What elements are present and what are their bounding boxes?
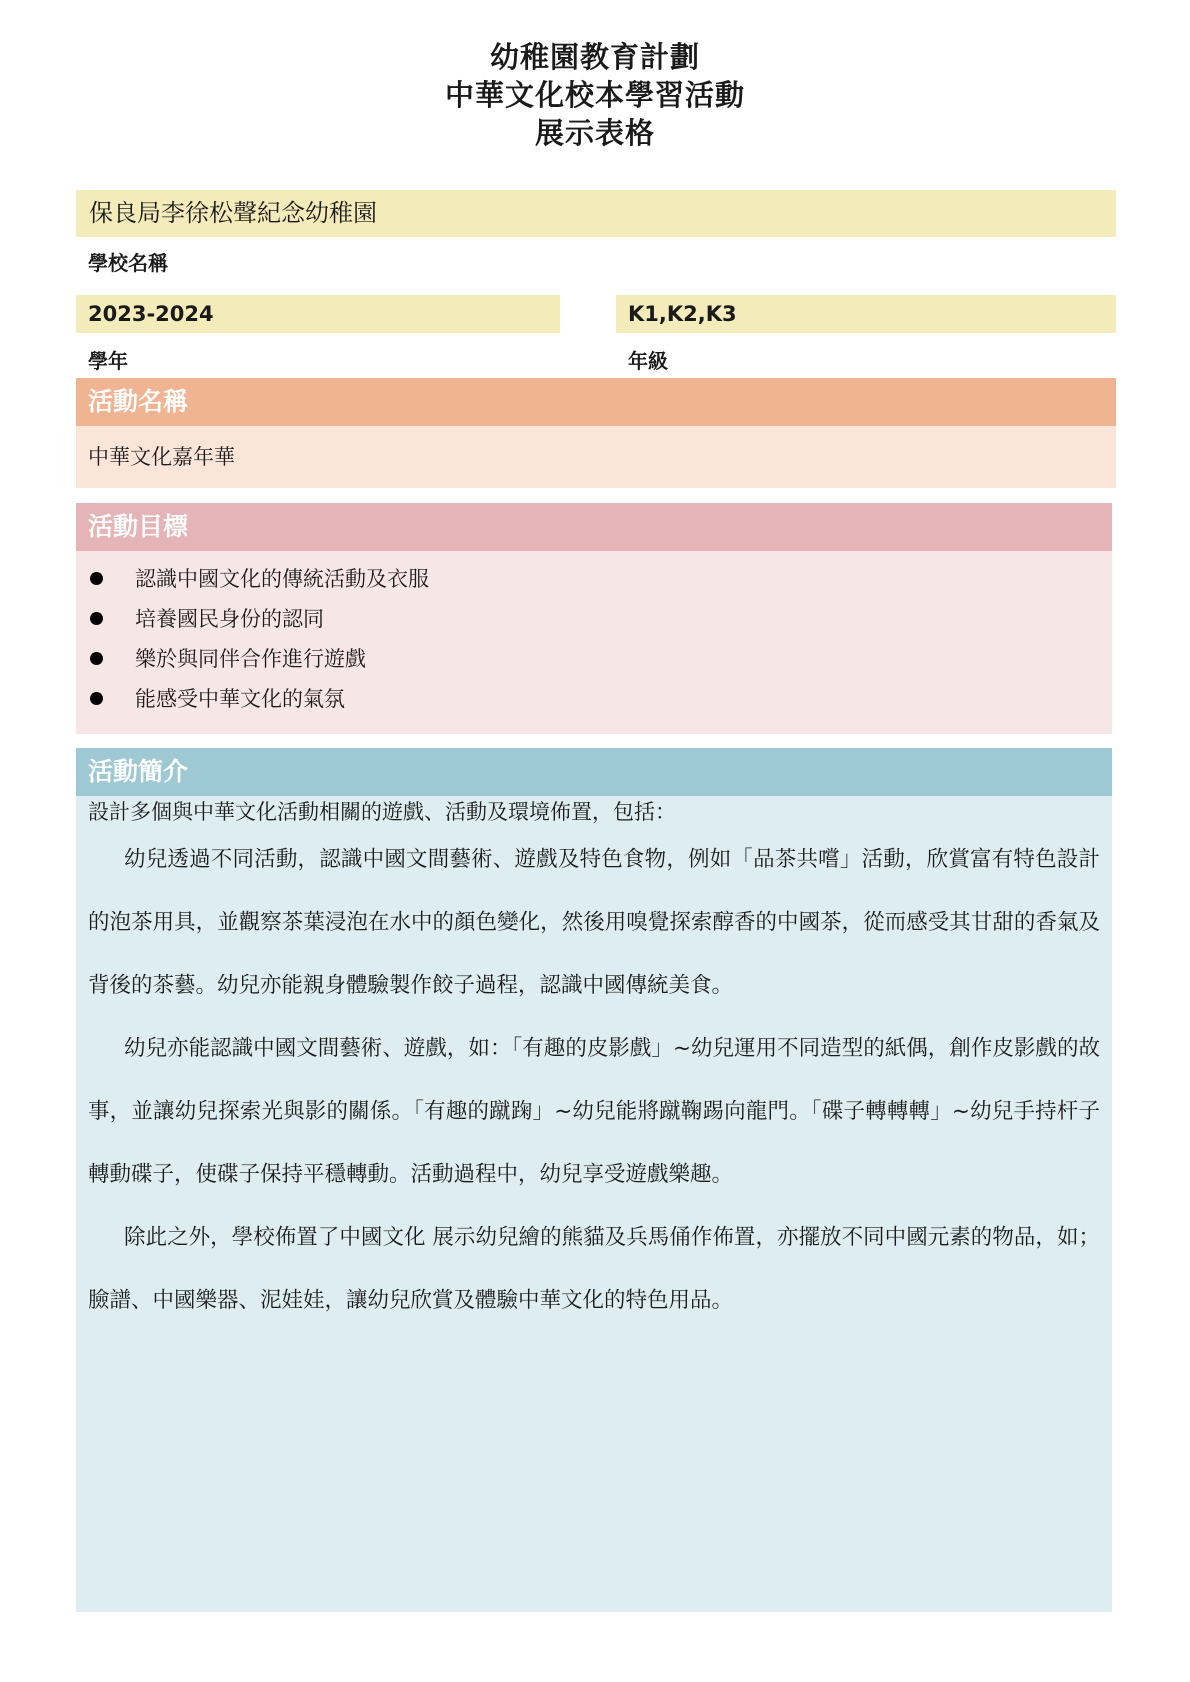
objective-text: 能感受中華文化的氣氛 bbox=[135, 687, 345, 711]
list-item bbox=[76, 679, 1112, 719]
activity-name-heading: 活動名稱 bbox=[76, 378, 1116, 426]
grade-field: K1,K2,K3 bbox=[616, 295, 1116, 333]
intro-paragraph: 幼兒亦能認識中國文間藝術、遊戲，如：「有趣的皮影戲」~幼兒運用不同造型的紙偶，創作皮影戲的故事，並讓幼兒探索光與影的關係。「有趣的蹴踘」~幼兒能將蹴鞠踢向龍門。「碟子轉轉轉」~幼兒手持杆子轉動碟子，使碟子保持平穩轉動。活動過程中，幼兒享受遊戲樂趣。 bbox=[88, 1036, 1100, 1187]
list-item bbox=[76, 639, 1112, 679]
bullet-icon bbox=[90, 572, 103, 585]
grade-label: 年級 bbox=[628, 349, 668, 373]
activity-name-value: 中華文化嘉年華 bbox=[76, 426, 1116, 488]
bullet-icon bbox=[90, 692, 103, 705]
title-line-1: 幼稚園教育計劃 bbox=[489, 40, 700, 74]
school-name-field: 保良局李徐松聲紀念幼稚園 bbox=[76, 190, 1116, 237]
objective-text: 認識中國文化的傳統活動及衣服 bbox=[135, 567, 429, 591]
document-title bbox=[0, 38, 1190, 152]
intro-paragraph: 除此之外，學校佈置了中國文化 展示幼兒繪的熊貓及兵馬俑作佈置，亦擺放不同中國元素的物品，如；臉譜、中國樂器、泥娃娃，讓幼兒欣賞及體驗中華文化的特色用品。 bbox=[88, 1225, 1100, 1313]
bullet-icon bbox=[90, 652, 103, 665]
intro-body bbox=[76, 796, 1112, 1612]
intro-lead: 設計多個與中華文化活動相關的遊戲、活動及環境佈置，包括： bbox=[88, 800, 676, 824]
school-name-label: 學校名稱 bbox=[88, 251, 168, 275]
objective-text: 培養國民身份的認同 bbox=[135, 607, 324, 631]
school-year-field: 2023-2024 bbox=[76, 295, 560, 333]
intro-paragraph: 幼兒透過不同活動，認識中國文間藝術、遊戲及特色食物，例如「品茶共嚐」活動，欣賞富有特色設計的泡茶用具，並觀察茶葉浸泡在水中的顏色變化，然後用嗅覺探索醇香的中國茶，從而感受其甘甜的香氣及背後的茶藝。幼兒亦能親身體驗製作餃子過程，認識中國傳統美食。 bbox=[88, 847, 1100, 998]
objectives-heading: 活動目標 bbox=[76, 503, 1112, 551]
intro-heading: 活動簡介 bbox=[76, 748, 1112, 796]
objective-text: 樂於與同伴合作進行遊戲 bbox=[135, 647, 366, 671]
list-item bbox=[76, 559, 1112, 599]
title-line-2: 中華文化校本學習活動 bbox=[444, 78, 745, 112]
school-year-label: 學年 bbox=[88, 349, 128, 373]
list-item bbox=[76, 599, 1112, 639]
title-line-3: 展示表格 bbox=[534, 116, 655, 150]
bullet-icon bbox=[90, 612, 103, 625]
objectives-list bbox=[76, 551, 1112, 734]
